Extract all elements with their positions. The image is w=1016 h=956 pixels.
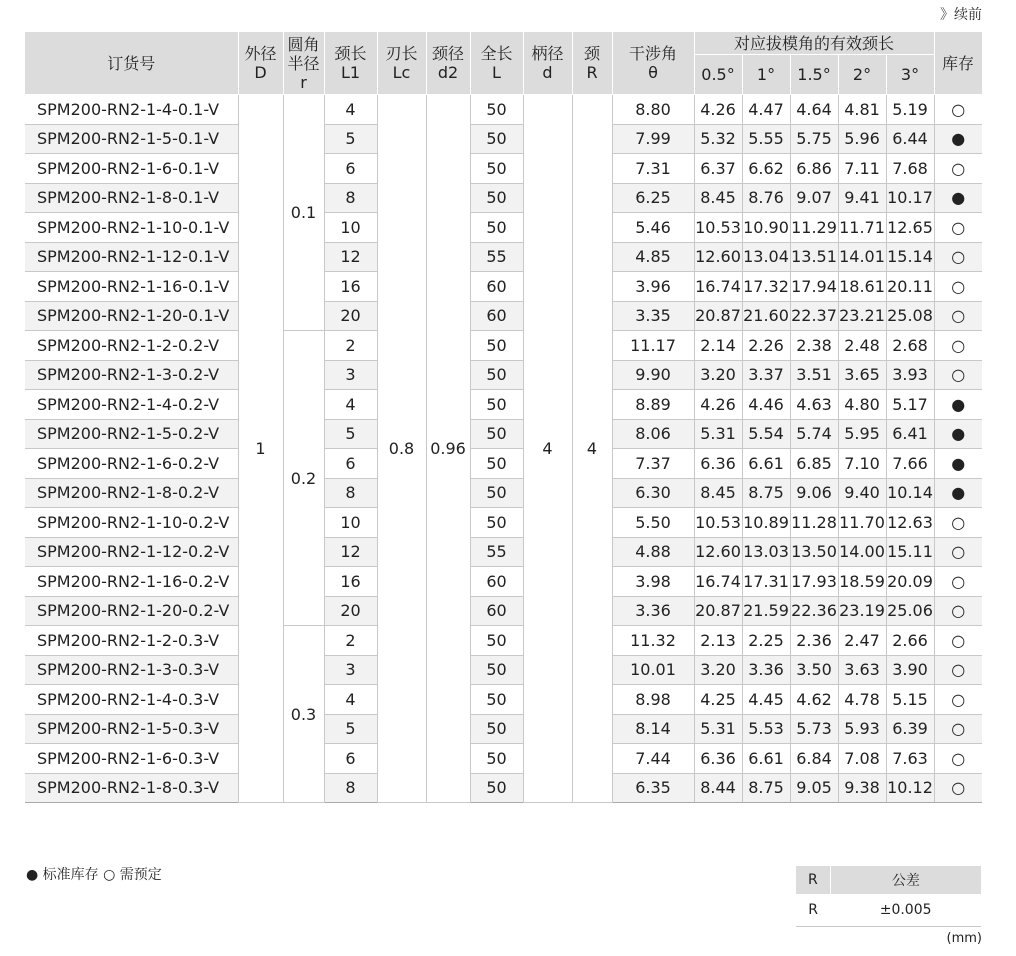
effective-length-cell: 7.63 xyxy=(886,744,934,774)
effective-length-cell: 20.87 xyxy=(694,596,742,626)
header-neck-length: 颈长 L1 xyxy=(324,32,377,95)
table-row xyxy=(25,508,982,538)
sku-cell: SPM200-RN2-1-4-0.2-V xyxy=(25,390,238,420)
tolerance-cell-value: ±0.005 xyxy=(830,894,981,927)
table-row xyxy=(25,272,982,302)
effective-length-cell: 4.62 xyxy=(790,685,838,715)
effective-length-cell: 25.06 xyxy=(886,596,934,626)
effective-length-cell: 5.32 xyxy=(694,124,742,154)
effective-length-cell: 6.61 xyxy=(742,449,790,479)
stock-cell: ○ xyxy=(934,360,982,390)
effective-length-cell: 3.63 xyxy=(838,655,886,685)
effective-length-cell: 9.38 xyxy=(838,773,886,803)
effective-length-cell: 5.53 xyxy=(742,714,790,744)
effective-length-cell: 15.11 xyxy=(886,537,934,567)
radius-cell: 0.2 xyxy=(283,331,324,626)
effective-length-cell: 5.74 xyxy=(790,419,838,449)
effective-length-cell: 10.53 xyxy=(694,213,742,243)
effective-length-cell: 15.14 xyxy=(886,242,934,272)
header-effective-group: 对应拔模角的有效颈长 xyxy=(694,32,934,55)
sku-cell: SPM200-RN2-1-2-0.3-V xyxy=(25,626,238,656)
interference-angle-cell: 5.50 xyxy=(612,508,694,538)
effective-length-cell: 10.53 xyxy=(694,508,742,538)
interference-angle-cell: 6.25 xyxy=(612,183,694,213)
neck-length-cell: 20 xyxy=(324,301,377,331)
table-row xyxy=(25,567,982,597)
interference-angle-cell: 7.44 xyxy=(612,744,694,774)
total-length-cell: 55 xyxy=(470,537,523,567)
total-length-cell: 50 xyxy=(470,95,523,125)
neck-length-cell: 5 xyxy=(324,124,377,154)
interference-angle-cell: 5.46 xyxy=(612,213,694,243)
table-row xyxy=(25,301,982,331)
effective-length-cell: 6.84 xyxy=(790,744,838,774)
table-row xyxy=(25,449,982,479)
effective-length-cell: 5.19 xyxy=(886,95,934,125)
interference-angle-cell: 11.32 xyxy=(612,626,694,656)
interference-angle-cell: 9.90 xyxy=(612,360,694,390)
total-length-cell: 50 xyxy=(470,508,523,538)
total-length-cell: 50 xyxy=(470,626,523,656)
effective-length-cell: 7.08 xyxy=(838,744,886,774)
effective-length-cell: 8.45 xyxy=(694,478,742,508)
effective-length-cell: 9.06 xyxy=(790,478,838,508)
sku-cell: SPM200-RN2-1-5-0.2-V xyxy=(25,419,238,449)
effective-length-cell: 2.47 xyxy=(838,626,886,656)
header-neck-r: 颈 R xyxy=(572,32,612,95)
sku-cell: SPM200-RN2-1-20-0.1-V xyxy=(25,301,238,331)
effective-length-cell: 3.20 xyxy=(694,360,742,390)
effective-length-cell: 3.90 xyxy=(886,655,934,685)
effective-length-cell: 17.94 xyxy=(790,272,838,302)
stock-cell: ○ xyxy=(934,685,982,715)
interference-angle-cell: 11.17 xyxy=(612,331,694,361)
interference-angle-cell: 3.36 xyxy=(612,596,694,626)
effective-length-cell: 3.36 xyxy=(742,655,790,685)
neck-length-cell: 6 xyxy=(324,449,377,479)
sku-cell: SPM200-RN2-1-6-0.1-V xyxy=(25,154,238,184)
effective-length-cell: 4.78 xyxy=(838,685,886,715)
total-length-cell: 50 xyxy=(470,478,523,508)
effective-length-cell: 7.68 xyxy=(886,154,934,184)
shank-dia-cell: 4 xyxy=(523,95,572,803)
neck-length-cell: 10 xyxy=(324,508,377,538)
effective-length-cell: 7.10 xyxy=(838,449,886,479)
header-neck-dia: 颈径 d2 xyxy=(426,32,470,95)
effective-length-cell: 8.76 xyxy=(742,183,790,213)
effective-length-cell: 12.63 xyxy=(886,508,934,538)
stock-cell: ○ xyxy=(934,773,982,803)
total-length-cell: 50 xyxy=(470,183,523,213)
header-total-length: 全长 L xyxy=(470,32,523,95)
effective-length-cell: 5.93 xyxy=(838,714,886,744)
effective-length-cell: 20.87 xyxy=(694,301,742,331)
neck-r-cell: 4 xyxy=(572,95,612,803)
effective-length-cell: 2.25 xyxy=(742,626,790,656)
sku-cell: SPM200-RN2-1-5-0.1-V xyxy=(25,124,238,154)
effective-length-cell: 5.54 xyxy=(742,419,790,449)
unit-label: (mm) xyxy=(946,931,982,946)
effective-length-cell: 10.12 xyxy=(886,773,934,803)
product-table xyxy=(25,32,983,803)
header-angle: 0.5° xyxy=(694,55,742,95)
effective-length-cell: 5.73 xyxy=(790,714,838,744)
effective-length-cell: 18.59 xyxy=(838,567,886,597)
effective-length-cell: 3.20 xyxy=(694,655,742,685)
effective-length-cell: 6.36 xyxy=(694,744,742,774)
effective-length-cell: 23.19 xyxy=(838,596,886,626)
effective-length-cell: 4.26 xyxy=(694,390,742,420)
interference-angle-cell: 7.37 xyxy=(612,449,694,479)
effective-length-cell: 16.74 xyxy=(694,272,742,302)
sku-cell: SPM200-RN2-1-4-0.1-V xyxy=(25,95,238,125)
effective-length-cell: 6.62 xyxy=(742,154,790,184)
total-length-cell: 50 xyxy=(470,154,523,184)
table-row xyxy=(25,655,982,685)
blade-length-cell: 0.8 xyxy=(377,95,426,803)
effective-length-cell: 2.66 xyxy=(886,626,934,656)
stock-cell: ● xyxy=(934,183,982,213)
neck-length-cell: 6 xyxy=(324,154,377,184)
continued-label: 》续前 xyxy=(940,7,982,23)
total-length-cell: 50 xyxy=(470,331,523,361)
effective-length-cell: 6.85 xyxy=(790,449,838,479)
effective-length-cell: 6.86 xyxy=(790,154,838,184)
table-row xyxy=(25,242,982,272)
effective-length-cell: 4.26 xyxy=(694,95,742,125)
sku-cell: SPM200-RN2-1-16-0.1-V xyxy=(25,272,238,302)
stock-cell: ○ xyxy=(934,154,982,184)
total-length-cell: 50 xyxy=(470,213,523,243)
effective-length-cell: 8.44 xyxy=(694,773,742,803)
sku-cell: SPM200-RN2-1-10-0.1-V xyxy=(25,213,238,243)
sku-cell: SPM200-RN2-1-16-0.2-V xyxy=(25,567,238,597)
stock-legend: ● 标准库存 ○ 需预定 xyxy=(26,867,162,883)
total-length-cell: 50 xyxy=(470,744,523,774)
interference-angle-cell: 3.35 xyxy=(612,301,694,331)
interference-angle-cell: 8.89 xyxy=(612,390,694,420)
interference-angle-cell: 8.14 xyxy=(612,714,694,744)
neck-length-cell: 4 xyxy=(324,685,377,715)
header-angle: 2° xyxy=(838,55,886,95)
effective-length-cell: 7.66 xyxy=(886,449,934,479)
effective-length-cell: 14.00 xyxy=(838,537,886,567)
neck-length-cell: 8 xyxy=(324,773,377,803)
stock-cell: ○ xyxy=(934,301,982,331)
effective-length-cell: 10.90 xyxy=(742,213,790,243)
effective-length-cell: 7.11 xyxy=(838,154,886,184)
effective-length-cell: 5.55 xyxy=(742,124,790,154)
sku-cell: SPM200-RN2-1-12-0.2-V xyxy=(25,537,238,567)
stock-cell: ● xyxy=(934,478,982,508)
header-stock: 库存 xyxy=(934,32,982,95)
effective-length-cell: 22.36 xyxy=(790,596,838,626)
total-length-cell: 50 xyxy=(470,685,523,715)
effective-length-cell: 20.11 xyxy=(886,272,934,302)
sku-cell: SPM200-RN2-1-12-0.1-V xyxy=(25,242,238,272)
table-body xyxy=(25,95,982,803)
effective-length-cell: 5.96 xyxy=(838,124,886,154)
sku-cell: SPM200-RN2-1-8-0.1-V xyxy=(25,183,238,213)
effective-length-cell: 3.37 xyxy=(742,360,790,390)
table-row xyxy=(25,419,982,449)
effective-length-cell: 4.63 xyxy=(790,390,838,420)
stock-cell: ○ xyxy=(934,626,982,656)
effective-length-cell: 14.01 xyxy=(838,242,886,272)
sku-cell: SPM200-RN2-1-3-0.2-V xyxy=(25,360,238,390)
interference-angle-cell: 6.30 xyxy=(612,478,694,508)
effective-length-cell: 6.61 xyxy=(742,744,790,774)
stock-cell: ○ xyxy=(934,655,982,685)
total-length-cell: 50 xyxy=(470,714,523,744)
total-length-cell: 60 xyxy=(470,301,523,331)
effective-length-cell: 18.61 xyxy=(838,272,886,302)
header-blade-length: 刃长 Lc xyxy=(377,32,426,95)
interference-angle-cell: 4.85 xyxy=(612,242,694,272)
effective-length-cell: 13.03 xyxy=(742,537,790,567)
neck-length-cell: 2 xyxy=(324,331,377,361)
total-length-cell: 50 xyxy=(470,390,523,420)
header-sku: 订货号 xyxy=(25,32,238,95)
total-length-cell: 50 xyxy=(470,360,523,390)
effective-length-cell: 3.50 xyxy=(790,655,838,685)
table-row xyxy=(25,478,982,508)
sku-cell: SPM200-RN2-1-3-0.3-V xyxy=(25,655,238,685)
effective-length-cell: 10.89 xyxy=(742,508,790,538)
stock-cell: ○ xyxy=(934,331,982,361)
total-length-cell: 60 xyxy=(470,272,523,302)
effective-length-cell: 12.60 xyxy=(694,537,742,567)
sku-cell: SPM200-RN2-1-10-0.2-V xyxy=(25,508,238,538)
effective-length-cell: 3.51 xyxy=(790,360,838,390)
neck-length-cell: 3 xyxy=(324,360,377,390)
sku-cell: SPM200-RN2-1-2-0.2-V xyxy=(25,331,238,361)
neck-length-cell: 5 xyxy=(324,419,377,449)
stock-cell: ○ xyxy=(934,567,982,597)
effective-length-cell: 5.75 xyxy=(790,124,838,154)
effective-length-cell: 4.80 xyxy=(838,390,886,420)
tolerance-header-tol: 公差 xyxy=(830,866,981,894)
effective-length-cell: 25.08 xyxy=(886,301,934,331)
table-row xyxy=(25,331,982,361)
effective-length-cell: 4.81 xyxy=(838,95,886,125)
sku-cell: SPM200-RN2-1-6-0.3-V xyxy=(25,744,238,774)
table-row xyxy=(25,154,982,184)
tolerance-table xyxy=(796,866,981,927)
table-row xyxy=(25,685,982,715)
table-row xyxy=(25,360,982,390)
tolerance-header-r: R xyxy=(796,866,830,894)
effective-length-cell: 9.05 xyxy=(790,773,838,803)
effective-length-cell: 11.70 xyxy=(838,508,886,538)
table-row xyxy=(25,95,982,125)
effective-length-cell: 5.31 xyxy=(694,419,742,449)
effective-length-cell: 2.36 xyxy=(790,626,838,656)
interference-angle-cell: 7.99 xyxy=(612,124,694,154)
table-row xyxy=(25,744,982,774)
stock-cell: ● xyxy=(934,449,982,479)
sku-cell: SPM200-RN2-1-8-0.2-V xyxy=(25,478,238,508)
stock-cell: ○ xyxy=(934,213,982,243)
effective-length-cell: 23.21 xyxy=(838,301,886,331)
stock-cell: ○ xyxy=(934,596,982,626)
interference-angle-cell: 8.98 xyxy=(612,685,694,715)
interference-angle-cell: 3.96 xyxy=(612,272,694,302)
total-length-cell: 60 xyxy=(470,567,523,597)
total-length-cell: 60 xyxy=(470,596,523,626)
effective-length-cell: 5.31 xyxy=(694,714,742,744)
neck-length-cell: 16 xyxy=(324,567,377,597)
interference-angle-cell: 10.01 xyxy=(612,655,694,685)
table-row xyxy=(25,213,982,243)
stock-cell: ○ xyxy=(934,242,982,272)
effective-length-cell: 8.45 xyxy=(694,183,742,213)
table-row xyxy=(25,773,982,803)
effective-length-cell: 8.75 xyxy=(742,773,790,803)
total-length-cell: 55 xyxy=(470,242,523,272)
neck-length-cell: 12 xyxy=(324,537,377,567)
effective-length-cell: 21.60 xyxy=(742,301,790,331)
radius-cell: 0.1 xyxy=(283,95,324,331)
effective-length-cell: 20.09 xyxy=(886,567,934,597)
stock-cell: ○ xyxy=(934,508,982,538)
effective-length-cell: 9.40 xyxy=(838,478,886,508)
effective-length-cell: 2.14 xyxy=(694,331,742,361)
effective-length-cell: 11.29 xyxy=(790,213,838,243)
effective-length-cell: 12.60 xyxy=(694,242,742,272)
neck-length-cell: 20 xyxy=(324,596,377,626)
stock-cell: ● xyxy=(934,124,982,154)
stock-cell: ● xyxy=(934,419,982,449)
effective-length-cell: 2.38 xyxy=(790,331,838,361)
table-row xyxy=(25,537,982,567)
total-length-cell: 50 xyxy=(470,655,523,685)
effective-length-cell: 10.14 xyxy=(886,478,934,508)
effective-length-cell: 11.71 xyxy=(838,213,886,243)
stock-cell: ○ xyxy=(934,744,982,774)
effective-length-cell: 2.26 xyxy=(742,331,790,361)
table-row xyxy=(25,596,982,626)
effective-length-cell: 3.65 xyxy=(838,360,886,390)
effective-length-cell: 4.45 xyxy=(742,685,790,715)
stock-cell: ○ xyxy=(934,272,982,302)
interference-angle-cell: 6.35 xyxy=(612,773,694,803)
neck-length-cell: 16 xyxy=(324,272,377,302)
radius-cell: 0.3 xyxy=(283,626,324,803)
neck-length-cell: 8 xyxy=(324,478,377,508)
effective-length-cell: 8.75 xyxy=(742,478,790,508)
effective-length-cell: 6.37 xyxy=(694,154,742,184)
effective-length-cell: 13.51 xyxy=(790,242,838,272)
sku-cell: SPM200-RN2-1-5-0.3-V xyxy=(25,714,238,744)
interference-angle-cell: 4.88 xyxy=(612,537,694,567)
effective-length-cell: 2.68 xyxy=(886,331,934,361)
header-shank-dia: 柄径 d xyxy=(523,32,572,95)
effective-length-cell: 16.74 xyxy=(694,567,742,597)
sku-cell: SPM200-RN2-1-6-0.2-V xyxy=(25,449,238,479)
neck-length-cell: 3 xyxy=(324,655,377,685)
neck-length-cell: 10 xyxy=(324,213,377,243)
header-angle: 1° xyxy=(742,55,790,95)
interference-angle-cell: 7.31 xyxy=(612,154,694,184)
effective-length-cell: 4.64 xyxy=(790,95,838,125)
effective-length-cell: 22.37 xyxy=(790,301,838,331)
table-row xyxy=(25,626,982,656)
stock-cell: ● xyxy=(934,390,982,420)
effective-length-cell: 5.17 xyxy=(886,390,934,420)
effective-length-cell: 13.04 xyxy=(742,242,790,272)
stock-cell: ○ xyxy=(934,537,982,567)
effective-length-cell: 10.17 xyxy=(886,183,934,213)
effective-length-cell: 17.93 xyxy=(790,567,838,597)
effective-length-cell: 17.31 xyxy=(742,567,790,597)
effective-length-cell: 13.50 xyxy=(790,537,838,567)
stock-cell: ○ xyxy=(934,714,982,744)
neck-length-cell: 2 xyxy=(324,626,377,656)
effective-length-cell: 17.32 xyxy=(742,272,790,302)
sku-cell: SPM200-RN2-1-8-0.3-V xyxy=(25,773,238,803)
neck-length-cell: 6 xyxy=(324,744,377,774)
effective-length-cell: 5.15 xyxy=(886,685,934,715)
total-length-cell: 50 xyxy=(470,449,523,479)
stock-cell: ○ xyxy=(934,95,982,125)
effective-length-cell: 9.41 xyxy=(838,183,886,213)
table-row xyxy=(25,714,982,744)
neck-length-cell: 4 xyxy=(324,95,377,125)
effective-length-cell: 11.28 xyxy=(790,508,838,538)
table-row xyxy=(25,390,982,420)
total-length-cell: 50 xyxy=(470,773,523,803)
total-length-cell: 50 xyxy=(470,124,523,154)
effective-length-cell: 6.39 xyxy=(886,714,934,744)
header-radius: 圆角 半径 r xyxy=(283,32,324,95)
effective-length-cell: 5.95 xyxy=(838,419,886,449)
outer-dia-cell: 1 xyxy=(238,95,283,803)
effective-length-cell: 6.44 xyxy=(886,124,934,154)
effective-length-cell: 21.59 xyxy=(742,596,790,626)
header-interference: 干涉角 θ xyxy=(612,32,694,95)
sku-cell: SPM200-RN2-1-4-0.3-V xyxy=(25,685,238,715)
neck-length-cell: 12 xyxy=(324,242,377,272)
effective-length-cell: 2.48 xyxy=(838,331,886,361)
effective-length-cell: 4.47 xyxy=(742,95,790,125)
interference-angle-cell: 3.98 xyxy=(612,567,694,597)
neck-length-cell: 4 xyxy=(324,390,377,420)
effective-length-cell: 6.36 xyxy=(694,449,742,479)
table-row xyxy=(25,183,982,213)
header-outer-dia: 外径 D xyxy=(238,32,283,95)
tolerance-cell-r: R xyxy=(796,894,830,927)
effective-length-cell: 9.07 xyxy=(790,183,838,213)
effective-length-cell: 4.46 xyxy=(742,390,790,420)
sku-cell: SPM200-RN2-1-20-0.2-V xyxy=(25,596,238,626)
effective-length-cell: 12.65 xyxy=(886,213,934,243)
neck-length-cell: 5 xyxy=(324,714,377,744)
table-row xyxy=(25,124,982,154)
effective-length-cell: 6.41 xyxy=(886,419,934,449)
header-angle: 1.5° xyxy=(790,55,838,95)
effective-length-cell: 4.25 xyxy=(694,685,742,715)
interference-angle-cell: 8.80 xyxy=(612,95,694,125)
effective-length-cell: 3.93 xyxy=(886,360,934,390)
neck-length-cell: 8 xyxy=(324,183,377,213)
neck-dia-cell: 0.96 xyxy=(426,95,470,803)
effective-length-cell: 2.13 xyxy=(694,626,742,656)
header-angle: 3° xyxy=(886,55,934,95)
interference-angle-cell: 8.06 xyxy=(612,419,694,449)
total-length-cell: 50 xyxy=(470,419,523,449)
